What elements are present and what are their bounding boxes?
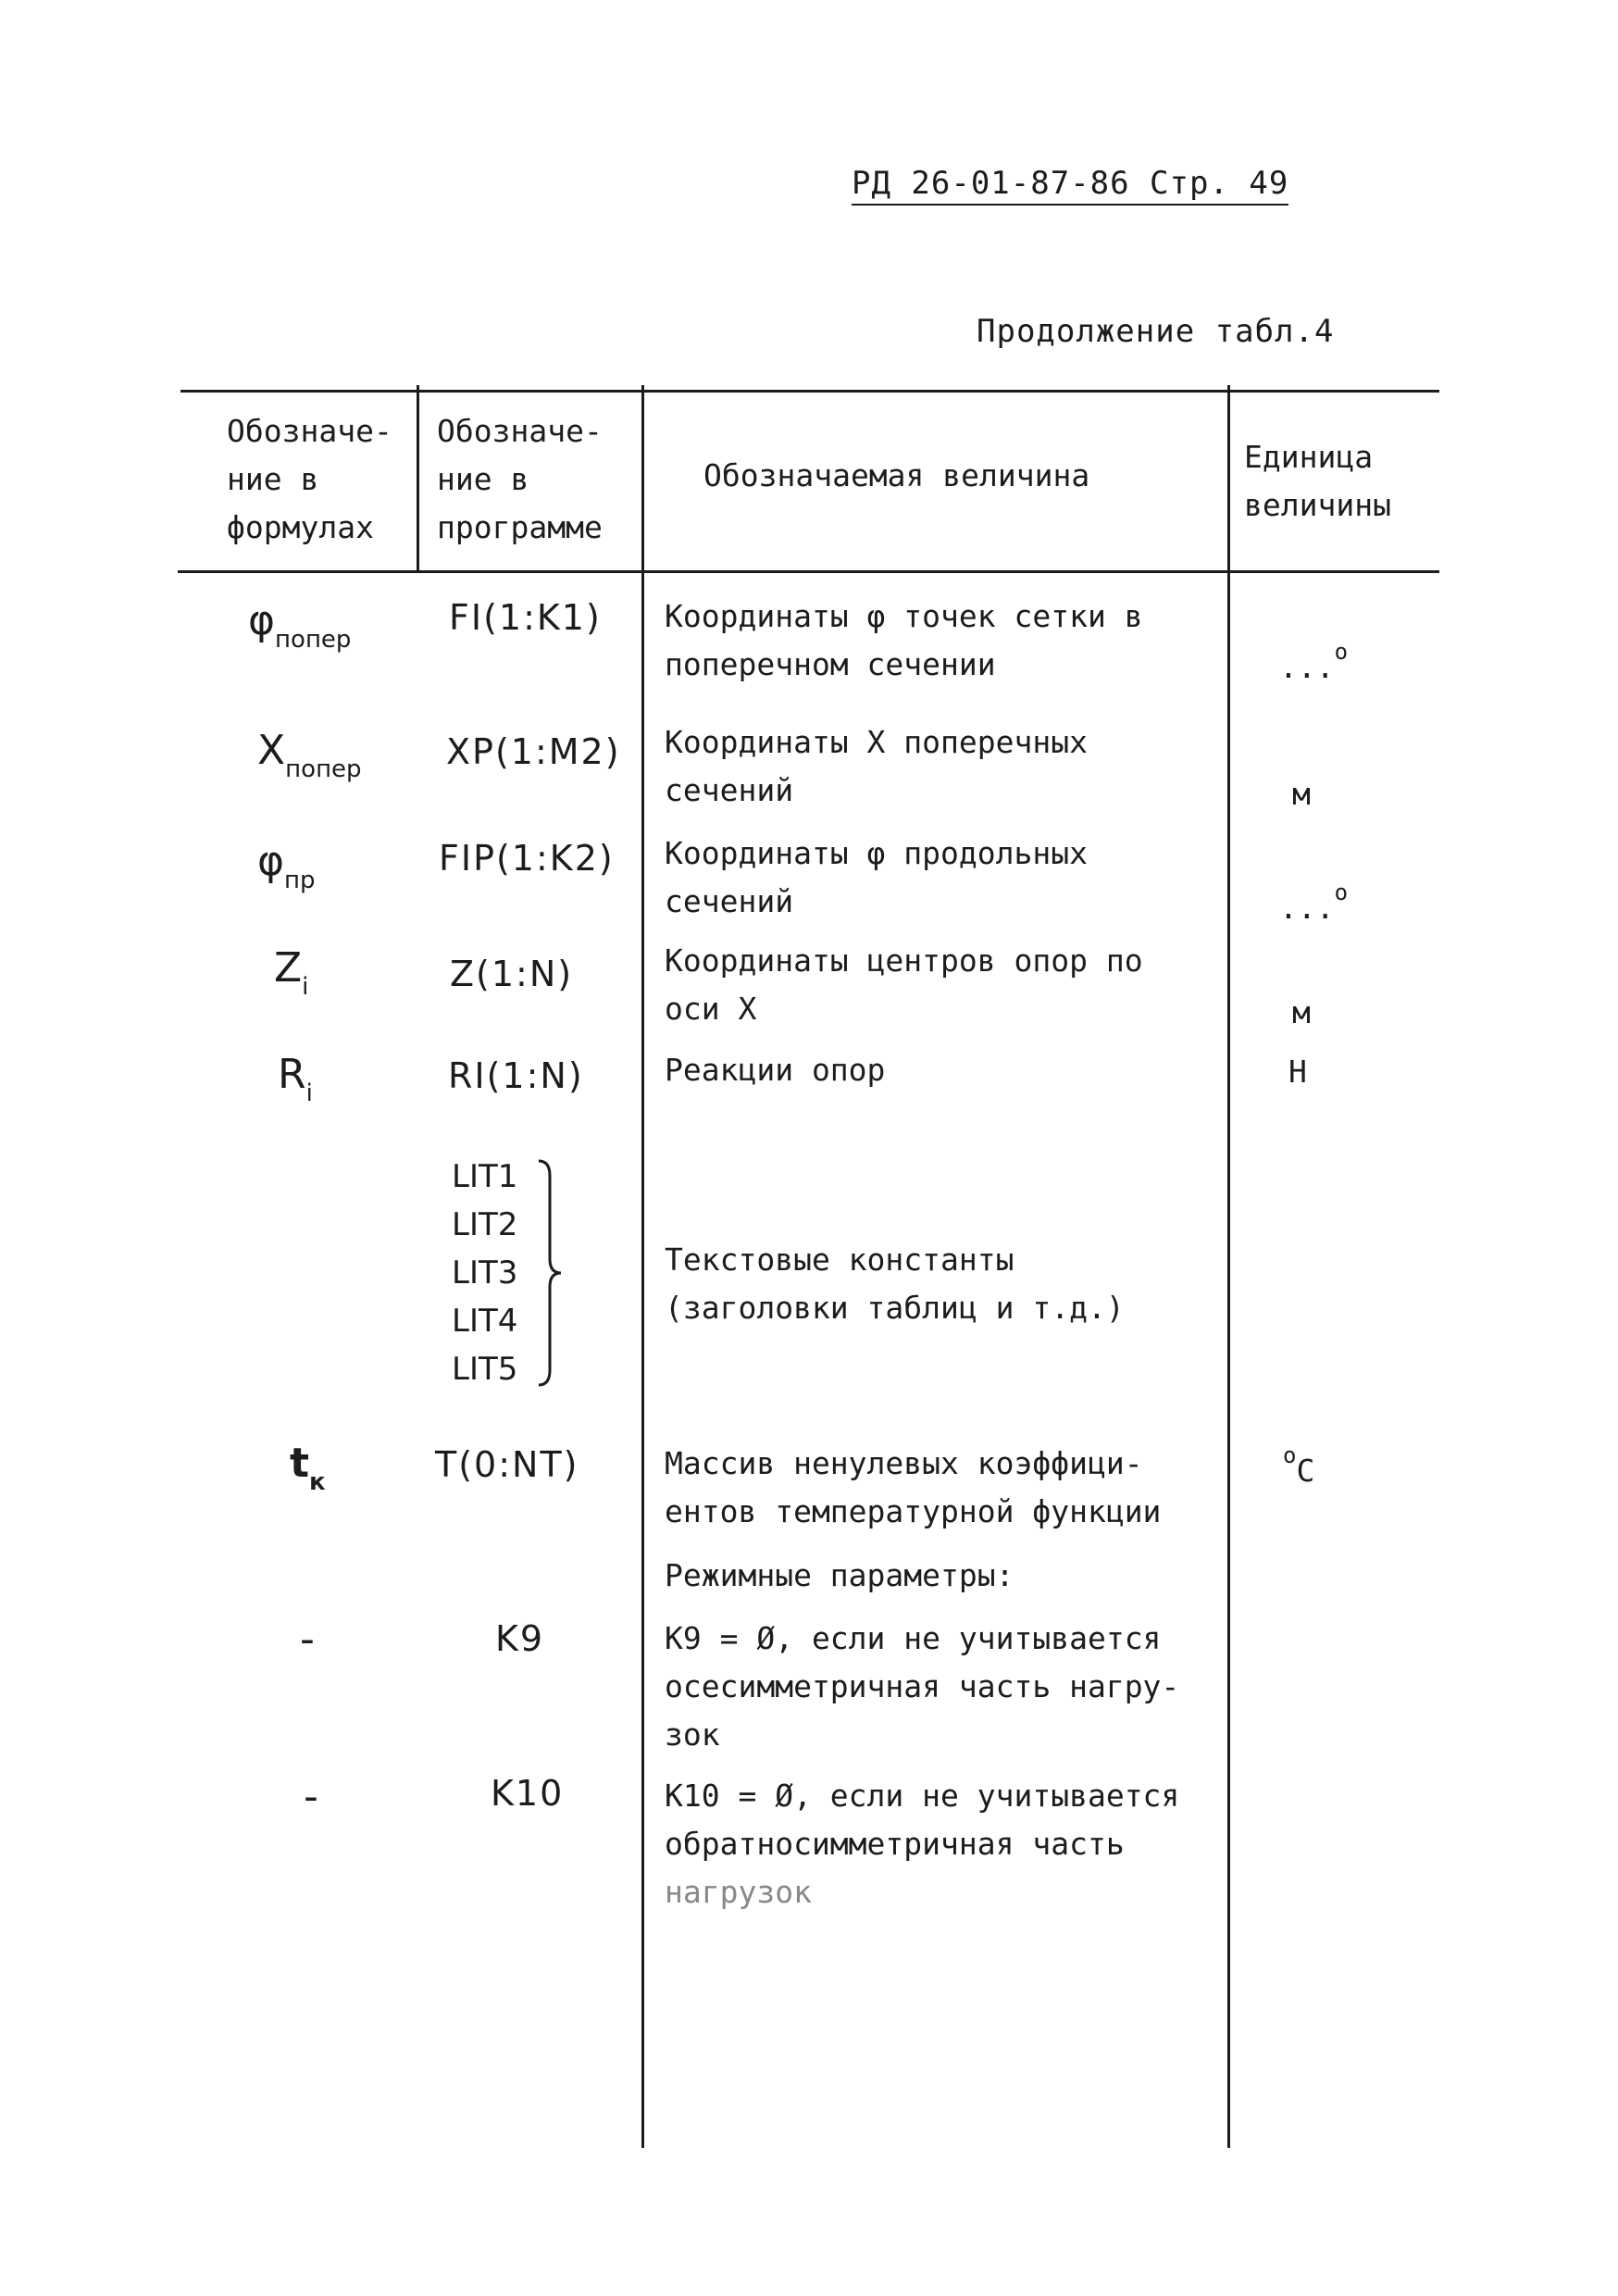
formula-symbol: $R_i$: [278, 1051, 313, 1107]
document-reference: РД 26-01-87-86 Стр. 49: [852, 165, 1288, 206]
quantity-description: Массив ненулевых коэффици- ентов температурной функции: [665, 1445, 1162, 1529]
program-symbol-list: LIT1 LIT2 LIT3 LIT4 LIT5: [452, 1158, 518, 1388]
quantity-description: Координаты φ точек сетки в поперечном сечении: [665, 598, 1143, 682]
quantity-description: K10 = Ø, если не учитывается обратносимметричная часть нагрузок: [665, 1778, 1180, 1910]
unit-cell: м: [1292, 776, 1311, 812]
program-symbol: Z(1:N): [450, 954, 574, 994]
quantity-description: Координаты φ продольных сечений: [665, 835, 1088, 919]
program-symbol: K9: [495, 1618, 545, 1659]
program-symbol: FI(1:K1): [449, 597, 602, 638]
unit-cell: $^o$C: [1283, 1442, 1315, 1489]
header-quantity: Обозначаемая величина: [703, 457, 1090, 493]
column-divider-1: [417, 385, 419, 570]
header-formula-symbol: Обозначе- ние в формулах: [227, 413, 392, 545]
right-brace-icon: [535, 1157, 563, 1389]
formula-symbol: $X_{попер}$: [257, 727, 362, 783]
column-divider-2: [641, 385, 644, 2148]
program-symbol: FIP(1:K2): [439, 838, 615, 879]
program-symbol: K10: [491, 1773, 565, 1814]
table-top-rule: [180, 390, 1439, 393]
table-header-rule: [178, 570, 1439, 573]
table-continuation-caption: Продолжение табл.4: [977, 313, 1335, 350]
header-unit: Единица величины: [1244, 439, 1391, 523]
header-program-symbol: Обозначе- ние в программе: [437, 413, 603, 545]
quantity-description: Координаты центров опор по оси X: [665, 942, 1143, 1027]
formula-symbol: -: [304, 1773, 318, 1820]
program-symbol: RI(1:N): [448, 1055, 584, 1096]
quantity-description: Координаты X поперечных сечений: [665, 724, 1088, 808]
quantity-description: Текстовые константы (заголовки таблиц и т.д.): [665, 1242, 1125, 1326]
quantity-description: K9 = Ø, если не учитывается осесимметричная часть нагру- зок: [665, 1620, 1180, 1753]
column-divider-3: [1227, 385, 1230, 2148]
formula-symbol: $\varphi_{попер}$: [248, 597, 352, 654]
program-symbol: T(0:NT): [435, 1444, 579, 1485]
formula-symbol: $t_к$: [290, 1440, 326, 1496]
formula-symbol: $Z_i$: [274, 944, 309, 1001]
unit-cell: ...$^o$: [1279, 639, 1349, 685]
quantity-description: Реакции опор: [665, 1052, 886, 1088]
formula-symbol: -: [300, 1616, 315, 1663]
unit-cell: ...$^o$: [1279, 880, 1349, 926]
unit-cell: м: [1292, 994, 1311, 1030]
section-caption: Режимные параметры:: [665, 1557, 1014, 1593]
formula-symbol: $\varphi_{пр}$: [257, 838, 316, 894]
program-symbol: XP(1:M2): [446, 731, 621, 772]
unit-cell: Н: [1288, 1054, 1307, 1090]
